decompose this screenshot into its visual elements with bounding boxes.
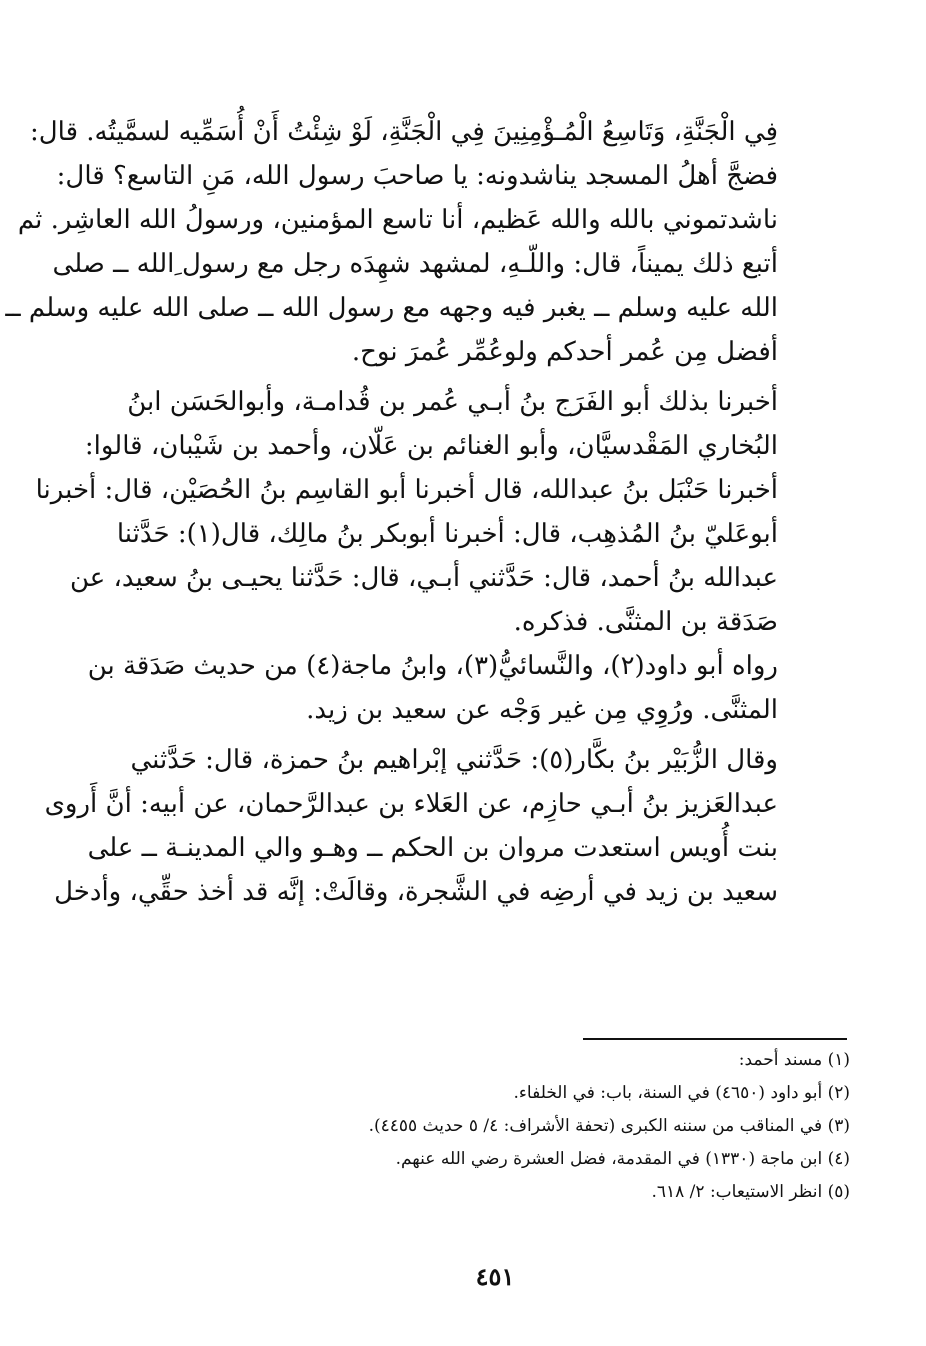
text-line: أخبرنا حَنْبَل بنُ عبدالله، قال أخبرنا أبو القاسِم بنُ الحُصَيْن، قال: أخبرنا bbox=[35, 475, 778, 505]
footnotes bbox=[200, 1044, 850, 1209]
footnote: (٤) ابن ماجة (١٣٣٠) في المقدمة، فضل العشرة رضي الله عنهم. bbox=[395, 1149, 850, 1169]
text-line: رواه أبو داود(٢)، والنَّسائيُّ(٣)، وابنُ ماجة(٤) من حديث صَدَقة بن bbox=[87, 651, 778, 681]
text-line: أفضل مِن عُمر أحدكم ولوعُمِّر عُمرَ نوح. bbox=[351, 337, 778, 367]
footnote: (٥) انظر الاستيعاب: ٢/ ٦١٨. bbox=[651, 1182, 850, 1202]
text-line: عبدالعَزيز بنُ أبـي حازِم، عن العَلاء بن عبدالرَّحمان، عن أبيه: أنَّ أَروى bbox=[44, 789, 778, 819]
footnote: (٢) أبو داود (٤٦٥٠) في السنة، باب: في الخلفاء. bbox=[513, 1083, 850, 1103]
text-line: فِي الْجَنَّةِ، وَتَاسِعُ الْمُـؤْمِنِينَ فِي الْجَنَّةِ، لَوْ شِئْتُ أَنْ أُسَمِّيه لسمَّيتُه. قال: bbox=[30, 117, 778, 147]
text-line: وقال الزُّبَيْر بنُ بكَّار(٥): حَدَّثني إبْراهيم بنُ حمزة، قال: حَدَّثني bbox=[130, 745, 778, 775]
text-line: أبوعَليّ بنُ المُذهِب، قال: أخبرنا أبوبكر بنُ مالِك، قال(١): حَدَّثنا bbox=[116, 519, 778, 549]
text-line: صَدَقة بن المثنَّى. فذكره. bbox=[513, 607, 778, 637]
text-line: سعيد بن زيد في أرضِه في الشَّجرة، وقالَتْ: إنَّه قد أخذ حقِّي، وأدخل bbox=[54, 877, 778, 907]
page-number: ٤٥١ bbox=[475, 1262, 515, 1291]
text-line: الله عليه وسلم ــ يغبر فيه وجهه مع رسول الله ــ صلى الله عليه وسلم ــ bbox=[5, 293, 778, 323]
footnote-divider bbox=[583, 1038, 847, 1040]
text-line: أخبرنا بذلك أبو الفَرَج بنُ أبـي عُمر بن قُدامـة، وأبوالحَسَن ابنُ bbox=[127, 387, 778, 417]
text-line: المثنَّى. ورُوِي مِن غير وَجْه عن سعيد بن زيد. bbox=[306, 695, 778, 725]
footnote: (١) مسند أحمد: bbox=[738, 1050, 850, 1070]
text-line: البُخاري المَقْدسيَّان، وأبو الغنائم بن عَلّان، وأحمد بن شَيْبان، قالوا: bbox=[84, 431, 778, 461]
text-line: أتبع ذلك يميناً، قال: واللّـهِ، لمشهد شهِدَه رجل مع رسول ِالله ــ صلى bbox=[52, 249, 778, 279]
text-line: ناشدتموني بالله والله عَظيم، أنا تاسع المؤمنين، ورسولُ الله العاشِر. ثم bbox=[17, 205, 778, 235]
text-line: بنت أُويس استعدت مروان بن الحكم ــ وهـو والي المدينـة ــ على bbox=[87, 833, 778, 863]
footnote: (٣) في المناقب من سننه الكبرى (تحفة الأشراف: ٤/ ٥ حديث ٤٤٥٥). bbox=[368, 1116, 850, 1136]
text-line: عبدالله بنُ أحمد، قال: حَدَّثني أبـي، قال: حَدَّثنا يحيـى بنُ سعيد، عن bbox=[69, 563, 778, 593]
text-line: فضجَّ أهلُ المسجد يناشدونه: يا صاحبَ رسول الله، مَنِ التاسع؟ قال: bbox=[56, 161, 778, 191]
main-text bbox=[5, 110, 778, 914]
